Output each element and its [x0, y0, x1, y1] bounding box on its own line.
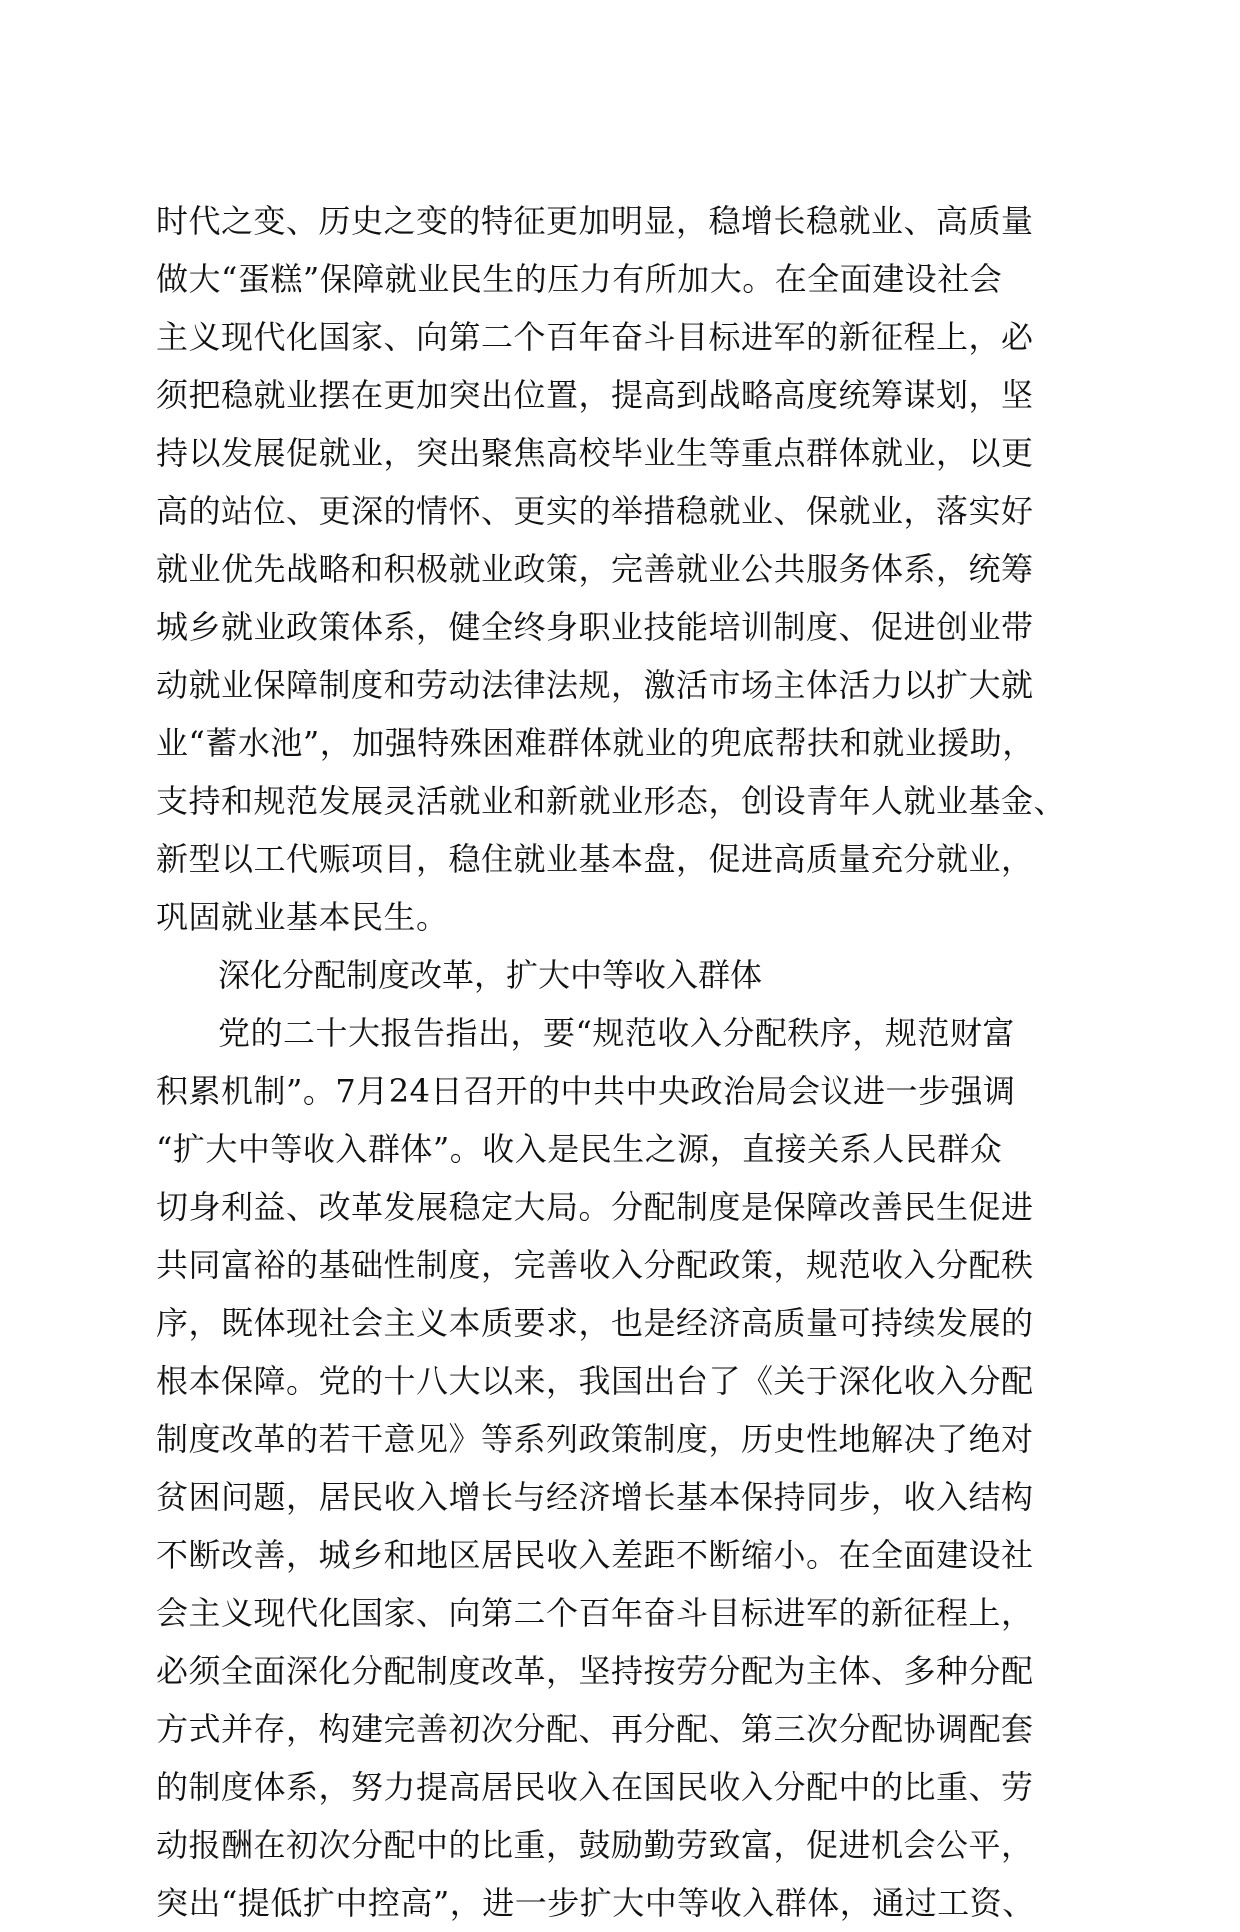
section-heading: 深化分配制度改革，扩大中等收入群体	[218, 956, 763, 994]
text-line: 切身利益、改革发展稳定大局。分配制度是保障改善民生促进	[156, 1188, 1034, 1226]
text-line: 高的站位、更深的情怀、更实的举措稳就业、保就业，落实好	[156, 492, 1034, 530]
text-line: 根本保障。党的十八大以来，我国出台了《关于深化收入分配	[156, 1362, 1034, 1400]
text-line: 的制度体系，努力提高居民收入在国民收入分配中的比重、劳	[156, 1768, 1034, 1806]
text-line: 会主义现代化国家、向第二个百年奋斗目标进军的新征程上，	[156, 1594, 1034, 1632]
text-line: 必须全面深化分配制度改革，坚持按劳分配为主体、多种分配	[156, 1652, 1034, 1690]
text-line: 业“蓄水池”，加强特殊困难群体就业的兜底帮扶和就业援助，	[156, 724, 1035, 762]
text-line: 序，既体现社会主义本质要求，也是经济高质量可持续发展的	[156, 1304, 1034, 1342]
paragraph-income-distribution	[156, 1004, 1086, 1932]
text-line: 动就业保障制度和劳动法律法规，激活市场主体活力以扩大就	[156, 666, 1034, 704]
text-line: “扩大中等收入群体”。收入是民生之源，直接关系人民群众	[156, 1130, 1003, 1168]
text-line: 方式并存，构建完善初次分配、再分配、第三次分配协调配套	[156, 1710, 1034, 1748]
text-line: 党的二十大报告指出，要“规范收入分配秩序，规范财富	[218, 1014, 1015, 1052]
text-line: 不断改善，城乡和地区居民收入差距不断缩小。在全面建设社	[156, 1536, 1034, 1574]
text-line: 动报酬在初次分配中的比重，鼓励勤劳致富，促进机会公平，	[156, 1826, 1034, 1864]
text-line: 做大“蛋糕”保障就业民生的压力有所加大。在全面建设社会	[156, 260, 1003, 298]
text-line: 突出“提低扩中控高”，进一步扩大中等收入群体，通过工资、	[156, 1884, 1035, 1922]
text-line: 制度改革的若干意见》等系列政策制度，历史性地解决了绝对	[156, 1420, 1034, 1458]
text-line: 城乡就业政策体系，健全终身职业技能培训制度、促进创业带	[156, 608, 1034, 646]
paragraph-employment	[156, 192, 1086, 946]
text-line: 主义现代化国家、向第二个百年奋斗目标进军的新征程上，必	[156, 318, 1034, 356]
text-line: 须把稳就业摆在更加突出位置，提高到战略高度统筹谋划，坚	[156, 376, 1034, 414]
text-line: 支持和规范发展灵活就业和新就业形态，创设青年人就业基金、	[156, 782, 1067, 820]
text-line: 新型以工代赈项目，稳住就业基本盘，促进高质量充分就业，	[156, 840, 1034, 878]
text-line: 贫困问题，居民收入增长与经济增长基本保持同步，收入结构	[156, 1478, 1034, 1516]
body-text	[156, 192, 1086, 1932]
text-line: 时代之变、历史之变的特征更加明显，稳增长稳就业、高质量	[156, 202, 1034, 240]
text-line: 持以发展促就业，突出聚焦高校毕业生等重点群体就业，以更	[156, 434, 1034, 472]
text-line: 巩固就业基本民生。	[156, 898, 449, 936]
text-line: 就业优先战略和积极就业政策，完善就业公共服务体系，统筹	[156, 550, 1034, 588]
text-line: 积累机制”。7月24日召开的中共中央政治局会议进一步强调	[156, 1072, 1016, 1110]
text-line: 共同富裕的基础性制度，完善收入分配政策，规范收入分配秩	[156, 1246, 1034, 1284]
